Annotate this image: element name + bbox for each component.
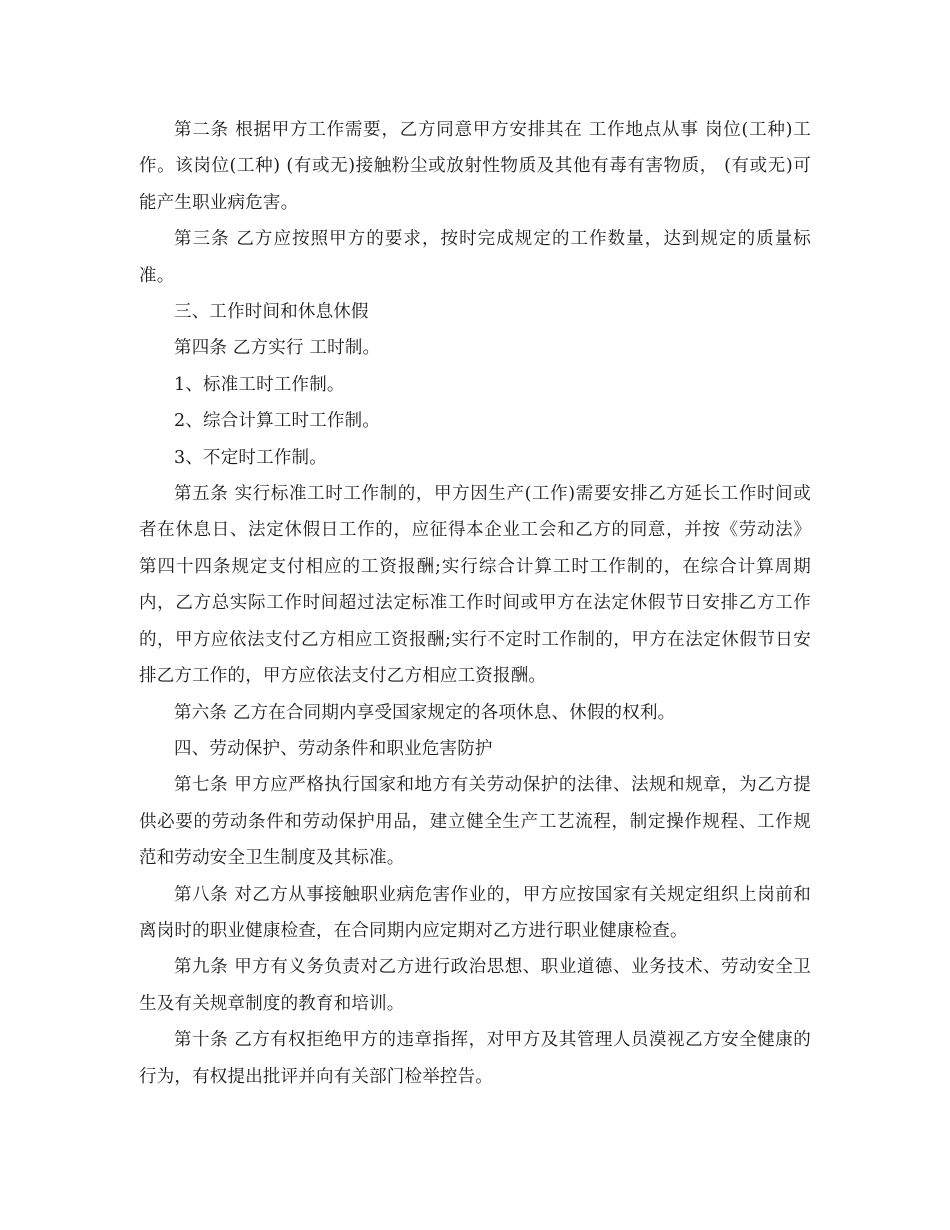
clause-3: 第三条 乙方应按照甲方的要求，按时完成规定的工作数量，达到规定的质量标准。 (139, 229, 811, 286)
list-item-standard-hours: 1、标准工时工作制。 (174, 374, 345, 395)
clause-9: 第九条 甲方有义务负责对乙方进行政治思想、职业道德、业务技术、劳动安全卫生及有关规章制度的教育和培训。 (139, 957, 811, 1014)
clause-4: 第四条 乙方实行 工时制。 (174, 338, 381, 359)
clause-8: 第八条 对乙方从事接触职业病危害作业的，甲方应按国家有关规定组织上岗前和离岗时的职业健康检查，在合同期内应定期对乙方进行职业健康检查。 (139, 884, 811, 941)
document-body (139, 112, 811, 1095)
section-heading-labor-protection: 四、劳动保护、劳动条件和职业危害防护 (174, 738, 493, 759)
list-item-comprehensive-hours: 2、综合计算工时工作制。 (174, 411, 381, 432)
clause-7: 第七条 甲方应严格执行国家和地方有关劳动保护的法律、法规和规章，为乙方提供必要的劳动条件和劳动保护用品，建立健全生产工艺流程，制定操作规程、工作规范和劳动安全卫生制度及其标准。 (139, 775, 811, 869)
list-item-flexible-hours: 3、不定时工作制。 (174, 447, 327, 468)
clause-6: 第六条 乙方在合同期内享受国家规定的各项休息、休假的权利。 (174, 702, 676, 723)
section-heading-work-hours: 三、工作时间和休息休假 (174, 302, 369, 323)
clause-10: 第十条 乙方有权拒绝甲方的违章指挥，对甲方及其管理人员漠视乙方安全健康的行为，有权提出批评并向有关部门检举控告。 (139, 1030, 811, 1087)
clause-5: 第五条 实行标准工时工作制的，甲方因生产(工作)需要安排乙方延长工作时间或者在休息日、法定休假日工作的，应征得本企业工会和乙方的同意，并按《劳动法》第四十四条规定支付相应的工资报酬;实行综合计算工时工作制的，在综合计算周期内，乙方总实际工作时间超过法定标准工作时间或甲方在法定休假节日安排乙方工作的，甲方应依法支付乙方相应工资报酬;实行不定时工作制的，甲方在法定休假节日安排乙方工作的，甲方应依法支付乙方相应工资报酬。 (139, 484, 811, 687)
clause-2: 第二条 根据甲方工作需要，乙方同意甲方安排其在 工作地点从事 岗位(工种)工作。该岗位(工种) (有或无)接触粉尘或放射性物质及其他有毒有害物质， (有或无)可能产生职业病危害。 (139, 120, 811, 213)
